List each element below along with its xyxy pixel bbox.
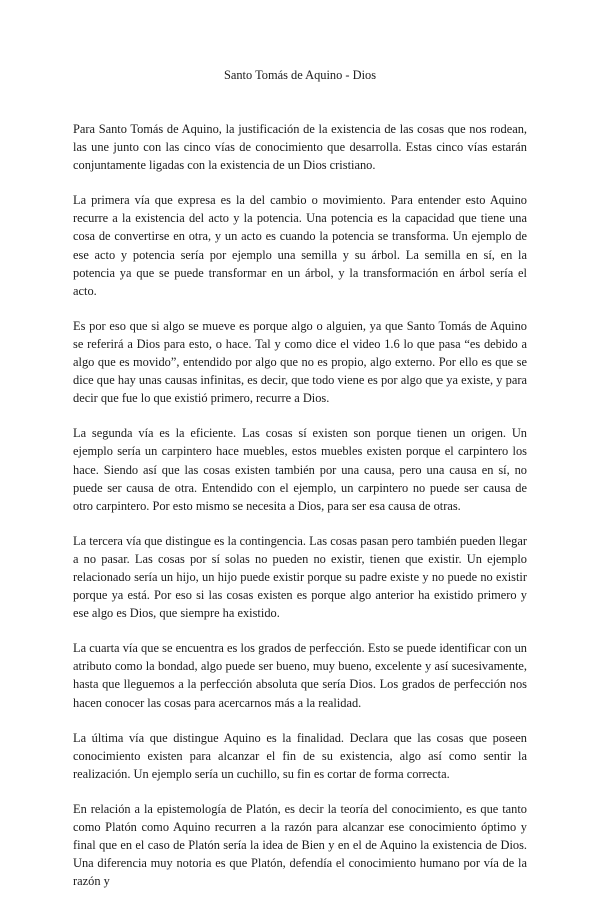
document-body	[73, 120, 527, 907]
paragraph-fifth-way: La última vía que distingue Aquino es la finalidad. Declara que las cosas que poseen conocimiento existen para alcanzar el fin de su existencia, algo así como sentir la realización. Un ejemplo sería un cuchillo, su fin es cortar de forma correcta.	[73, 730, 527, 781]
document-title: Santo Tomás de Aquino - Dios	[223, 68, 377, 82]
paragraph-plato-comparison: En relación a la epistemología de Platón, es decir la teoría del conocimiento, es que tanto como Platón como Aquino recurren a la razón para alcanzar ese conocimiento óptimo y final que en el caso de Platón sería la idea de Bien y en el de Aquino la existencia de Dios. Una diferencia muy notoria es que Platón, defendía el conocimiento humano por vía de la razón y	[73, 801, 527, 889]
paragraph-second-way: La segunda vía es la eficiente. Las cosas sí existen son porque tienen un origen. Un ejemplo sería un carpintero hace muebles, estos muebles existen porque el carpintero los hace. Siendo así que las cosas existen también por una causa, pero una causa en sí, no puede ser causa de otra. Entendido con el ejemplo, un carpintero no puede ser causa de otro carpintero. Por esto mismo se necesita a Dios, para ser esa causa de otras.	[73, 426, 527, 513]
paragraph-third-way: La tercera vía que distingue es la contingencia. Las cosas pasan pero también pueden llegar a no pasar. Las cosas por sí solas no pueden no existir, tienen que existir. Un ejemplo relacionado sería un hijo, un hijo puede existir porque su padre existe y no puede no existir porque ya está. Por eso si las cosas existen es porque algo anterior ha existido primero y ese algo es Dios, que siempre ha existido.	[73, 533, 527, 621]
paragraph-intro: Para Santo Tomás de Aquino, la justificación de la existencia de las cosas que nos rodean, las une junto con las cinco vías de conocimiento que desarrolla. Estas cinco vías estarán conjuntamente ligadas con la existencia de un Dios cristiano.	[73, 122, 527, 173]
paragraph-fourth-way: La cuarta vía que se encuentra es los grados de perfección. Esto se puede identificar con un atributo como la bondad, algo puede ser bueno, muy bueno, excelente y así sucesivamente, hasta que lleguemos a la perfección absoluta que sería Dios. Los grados de perfección nos hacen conocer las cosas para acercarnos más a la realidad.	[73, 641, 527, 710]
paragraph-first-way: La primera vía que expresa es la del cambio o movimiento. Para entender esto Aquino recurre a la existencia del acto y la potencia. Una potencia es la capacidad que tiene una cosa de convertirse en otra, y un acto es cuando la potencia se transforma. Un ejemplo de ese acto y potencia sería por ejemplo una semilla y su árbol. La semilla en sí, en la potencia ya que se puede transformar en un árbol, y la transformación en árbol sería el acto.	[73, 193, 527, 298]
paragraph-movement-cause: Es por eso que si algo se mueve es porque algo o alguien, ya que Santo Tomás de Aquino se referirá a Dios para esto, o hace. Tal y como dice el video 1.6 lo que pasa “es debido a algo que es movido”, entendido por algo que no es propio, algo externo. Por ello es que se dice que hay unas causas infinitas, es decir, que todo viene es por algo que ya existe, y para decir que fue lo que existió primero, recurre a Dios.	[73, 318, 527, 406]
